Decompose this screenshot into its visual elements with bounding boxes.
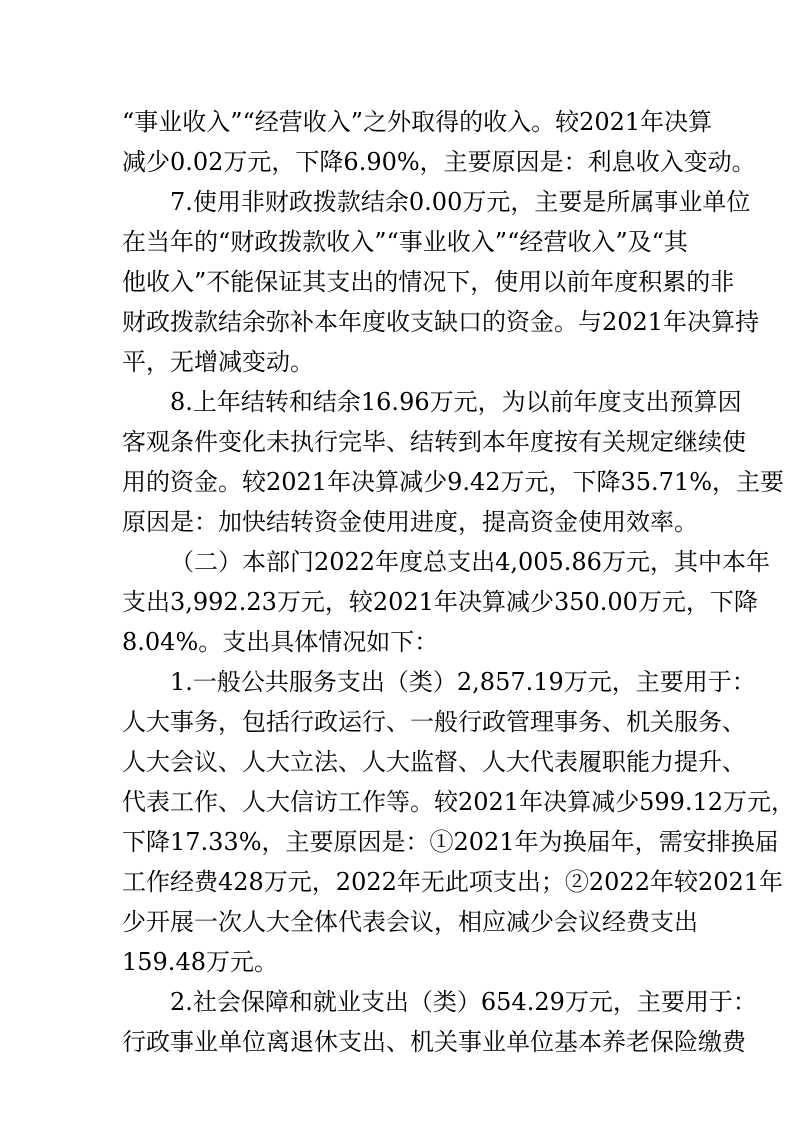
text-line: 工作经费428万元，2022年无此项支出；②2022年较2021年 xyxy=(122,868,784,896)
text-line: 减少0.02万元，下降6.90%，主要原因是：利息收入变动。 xyxy=(122,148,756,176)
section-heading-line: （二）本部门2022年度总支出4,005.86万元，其中本年 xyxy=(170,548,770,576)
text-line: 2.社会保障和就业支出（类）654.29万元，主要用于： xyxy=(170,988,757,1016)
text-line: 用的资金。较2021年决算减少9.42万元，下降35.71%，主要 xyxy=(122,468,785,496)
text-line: 平，无增减变动。 xyxy=(122,348,314,376)
text-line: 代表工作、人大信访工作等。较2021年决算减少599.12万元， xyxy=(122,788,796,816)
text-line: “事业收入”“经营收入”之外取得的收入。较2021年决算 xyxy=(122,108,713,136)
text-line: 他收入”不能保证其支出的情况下，使用以前年度积累的非 xyxy=(122,268,735,296)
text-line: 人大会议、人大立法、人大监督、人大代表履职能力提升、 xyxy=(122,748,746,776)
text-line: 财政拨款结余弥补本年度收支缺口的资金。与2021年决算持 xyxy=(122,308,760,336)
text-line: 在当年的“财政拨款收入”“事业收入”“经营收入”及“其 xyxy=(122,228,688,256)
text-line: 行政事业单位离退休支出、机关事业单位基本养老保险缴费 xyxy=(122,1028,746,1056)
text-line: 下降17.33%，主要原因是：①2021年为换届年，需安排换届 xyxy=(122,828,779,856)
text-line: 少开展一次人大全体代表会议，相应减少会议经费支出 xyxy=(122,908,698,936)
text-line: 支出3,992.23万元，较2021年决算减少350.00万元，下降 xyxy=(122,588,758,616)
text-line: 8.04%。支出具体情况如下： xyxy=(122,628,439,656)
text-line: 159.48万元。 xyxy=(122,948,278,976)
text-line: 客观条件变化未执行完毕、结转到本年度按有关规定继续使 xyxy=(122,428,746,456)
text-line: 1.一般公共服务支出（类）2,857.19万元，主要用于： xyxy=(170,668,756,696)
text-line: 8.上年结转和结余16.96万元，为以前年度支出预算因 xyxy=(170,388,742,416)
text-line: 人大事务，包括行政运行、一般行政管理事务、机关服务、 xyxy=(122,708,746,736)
text-line: 原因是：加快结转资金使用进度，提高资金使用效率。 xyxy=(122,508,698,536)
text-line: 7.使用非财政拨款结余0.00万元，主要是所属事业单位 xyxy=(170,188,751,216)
